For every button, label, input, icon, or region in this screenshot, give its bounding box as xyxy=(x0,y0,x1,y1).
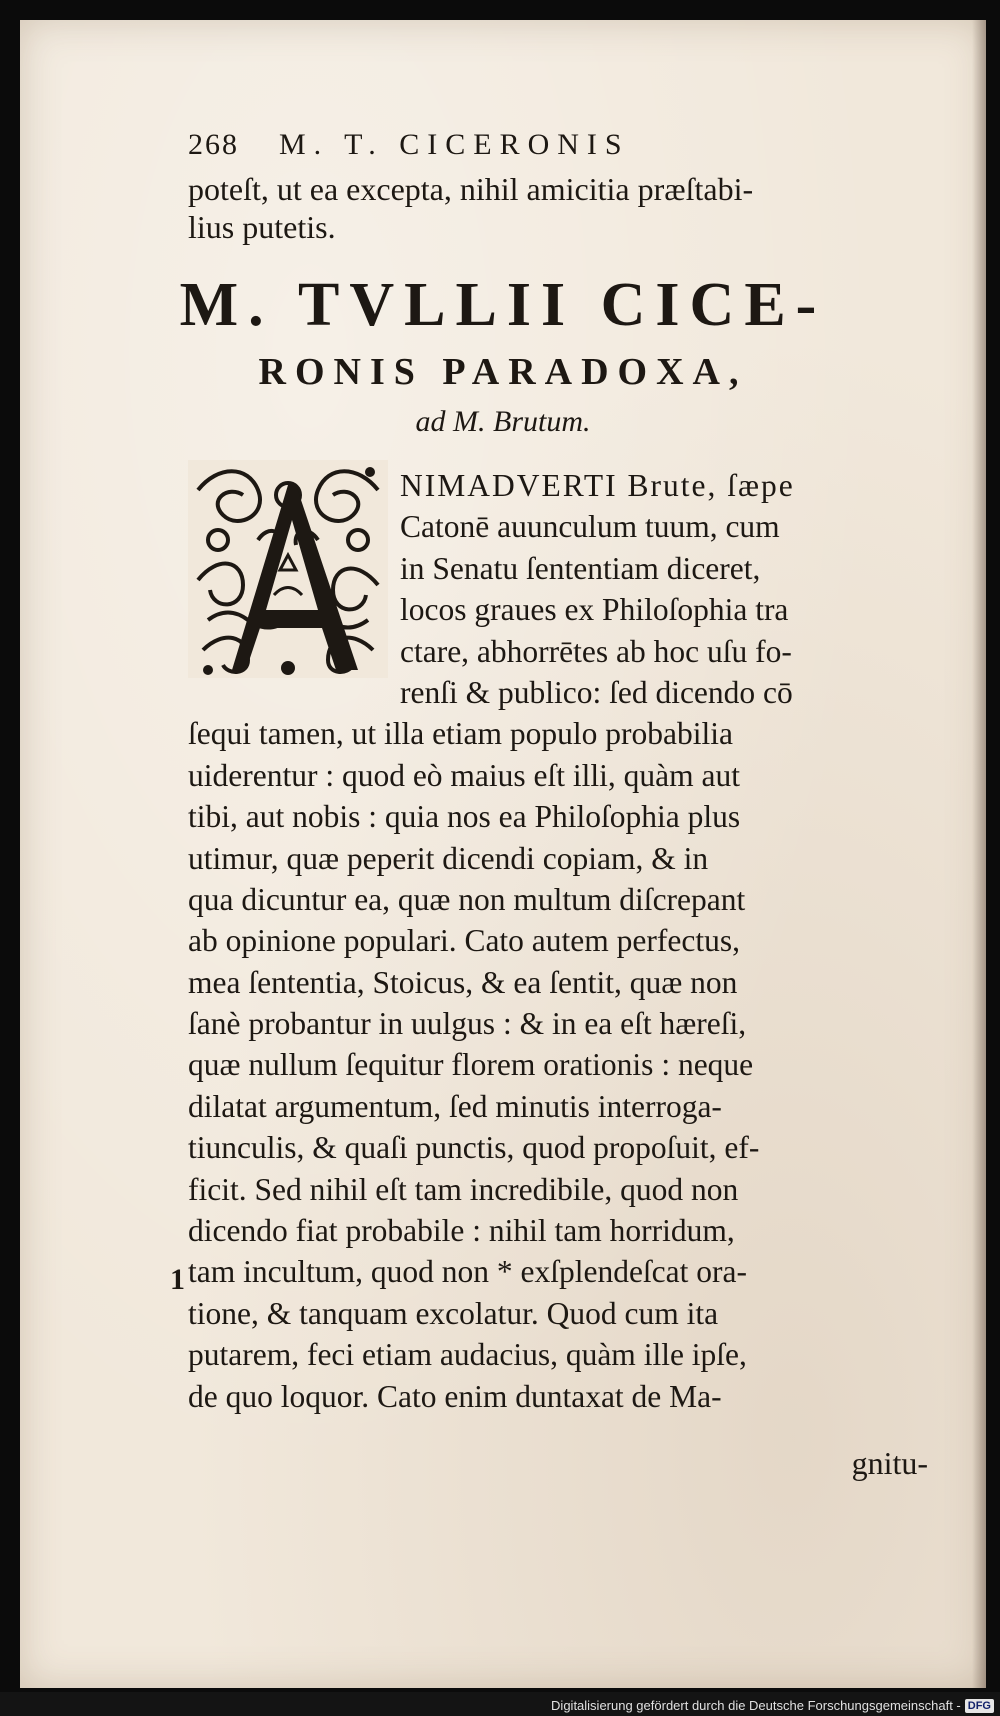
text-line: ſequi tamen, ut illa etiam populo probabilia xyxy=(188,716,733,752)
dfg-logo-icon: DFG xyxy=(965,1699,994,1713)
text-line: dilatat argumentum, ſed minutis interroga- xyxy=(188,1088,722,1124)
heading-line-1: M. TVLLII CICE- xyxy=(179,271,827,339)
text-line: tam incultum, quod non * exſplendeſcat ora- xyxy=(188,1254,747,1290)
text-line: tione, & tanquam excolatur. Quod cum ita xyxy=(188,1295,719,1331)
text-line: lius putetis. xyxy=(188,209,336,245)
text-line: qua dicuntur ea, quæ non multum diſcrepant xyxy=(188,881,746,917)
text-line: ſanè probantur in uulgus : & in ea eſt hæreſi, xyxy=(188,1006,747,1042)
text-line: NIMADVERTI Brute, ſæpe xyxy=(400,468,795,503)
text-line: utimur, quæ peperit dicendi copiam, & in xyxy=(188,840,709,876)
heading-line-3: ad M. Brutum. xyxy=(415,405,591,438)
footer-credit-text: Digitalisierung gefördert durch die Deutsche Forschungsgemeinschaft - xyxy=(551,1698,961,1713)
text-line: poteſt, ut ea excepta, nihil amicitia præſtabi- xyxy=(188,171,754,207)
text-line: quæ nullum ſequitur florem orationis : neque xyxy=(188,1047,754,1083)
book-page xyxy=(20,20,986,1688)
carryover-text xyxy=(188,170,928,246)
running-head xyxy=(188,128,630,162)
body-text xyxy=(188,465,928,1417)
footer-bar xyxy=(0,1692,1000,1716)
text-line: renſi & publico: ſed dicendo cō xyxy=(400,674,793,710)
text-line: ficit. Sed nihil eſt tam incredibile, quod non xyxy=(188,1171,739,1207)
heading-line-2: RONIS PARADOXA, xyxy=(258,351,748,393)
text-line: mea ſententia, Stoicus, & ea ſentit, quæ non xyxy=(188,964,738,1000)
footer-credit xyxy=(551,1698,994,1713)
page-number: 268 xyxy=(188,128,239,161)
text-line: tiunculis, & quaſi punctis, quod propoſuit, ef- xyxy=(188,1130,760,1166)
catchword: gnitu- xyxy=(851,1445,928,1481)
text-line: tibi, aut nobis : quia nos ea Philoſophia plus xyxy=(188,799,741,835)
text-line: ab opinione populari. Cato autem perfectus, xyxy=(188,923,740,959)
text-line: Catonē auunculum tuum, cum xyxy=(400,509,780,545)
text-line: locos graues ex Philoſophia tra xyxy=(400,592,789,628)
text-line: in Senatu ſententiam diceret, xyxy=(400,550,761,586)
text-line: ctare, abhorrētes ab hoc uſu fo- xyxy=(400,633,792,669)
text-line: de quo loquor. Cato enim duntaxat de Ma- xyxy=(188,1378,722,1414)
text-line: putarem, feci etiam audacius, quàm ille ipſe, xyxy=(188,1337,747,1373)
text-line: uiderentur : quod eò maius eſt illi, quàm aut xyxy=(188,757,741,793)
running-title: M. T. CICERONIS xyxy=(279,128,630,161)
text-line: dicendo fiat probabile : nihil tam horridum, xyxy=(188,1213,735,1249)
margin-note: 1 xyxy=(170,1263,185,1296)
